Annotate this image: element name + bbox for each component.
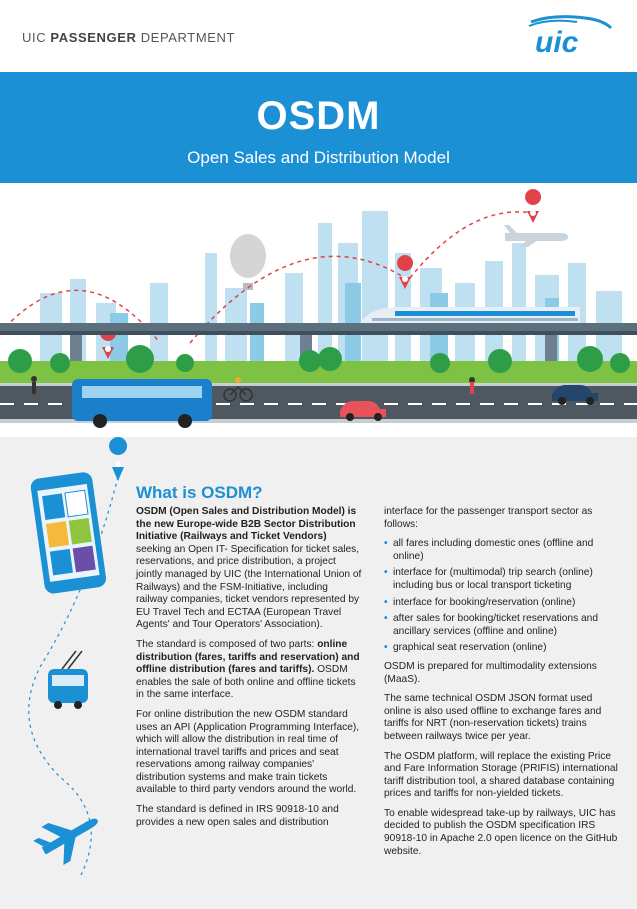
list-item: • interface for (multimodal) trip search (online) including bus or local transport ticketing [384, 567, 618, 592]
department-label: UIC PASSENGER DEPARTMENT [22, 30, 236, 45]
airplane-icon [29, 801, 108, 872]
uic-logo-icon [523, 12, 615, 58]
paragraph: interface for the passenger transport sector as follows: [384, 506, 593, 530]
trolleybus-icon [48, 651, 88, 709]
paragraph: OSDM (Open Sales and Distribution Model) is the new Europe-wide B2B Sector Distribution Initiative (Railways and Ticket Vendors) seeking an Open IT- Specification for ticket sales, reservations, and price distribution, a project jointly managed by UIC (the International Union of Railways) and the FSM-Initiative, including railway companies, ticket vendors represented by EU Travel Tech and ECTAA (European Travel Agents' and Tour Operators' Association). [136, 506, 362, 631]
page-subtitle: Open Sales and Distribution Model [187, 148, 450, 167]
text-column-right [384, 506, 618, 865]
paragraph: The OSDM platform, will replace the existing Price and Fare Information Storage (PRIFIS) international tariff distribution tool, a shared database containing prices and tariffs for non-yielded tickets. [384, 750, 618, 800]
transport-illustration [0, 183, 637, 437]
smartphone-tickets-icon [30, 471, 108, 594]
section-heading: What is OSDM? [136, 483, 263, 502]
list-item: • after sales for booking/ticket reservations and ancillary services (offline and online) [384, 613, 618, 638]
bus-icon [72, 379, 212, 428]
paragraph: OSDM is prepared for multimodality extensions (MaaS). [384, 660, 597, 685]
side-illustrations [0, 437, 130, 909]
paragraph: The standard is defined in IRS 90918-10 and provides a new open sales and distribution [136, 804, 339, 828]
location-pin-icon [109, 437, 127, 481]
paragraph: The same technical OSDM JSON format used online is also used offline to exchange fares and tariffs for NRT (non-reservation tickets) trains between railways twice per year. [384, 693, 602, 742]
svg-text:uic: uic [535, 26, 579, 58]
page-header [0, 0, 637, 72]
list-item: • graphical seat reservation (online) [384, 642, 618, 655]
paragraph: To enable widespread take-up by railways, UIC has decided to publish the OSDM specification IRS 90918-10 in Apache 2.0 open licence on the GitHub website. [384, 807, 618, 857]
high-speed-train-icon [360, 307, 580, 323]
list-item: • all fares including domestic ones (offline and online) [384, 538, 618, 563]
list-item: • interface for booking/reservation (online) [384, 597, 618, 610]
paragraph: For online distribution the new OSDM standard uses an API (Application Programming Interface), which will allow the distribution in real time of international travel tariffs and prices and seat reservations among railway companies' distribution systems and make train tickets available to third party vendors around the world. [136, 708, 360, 796]
feature-list [384, 538, 618, 655]
text-column-left [136, 506, 362, 836]
page-title: OSDM [256, 94, 381, 138]
paragraph: The standard is composed of two parts: online distribution (fares, tariffs and reservation) and offline distribution (fares and tariffs). OSDM enables the sale of both online and offline tickets in the same interface. [136, 638, 360, 701]
